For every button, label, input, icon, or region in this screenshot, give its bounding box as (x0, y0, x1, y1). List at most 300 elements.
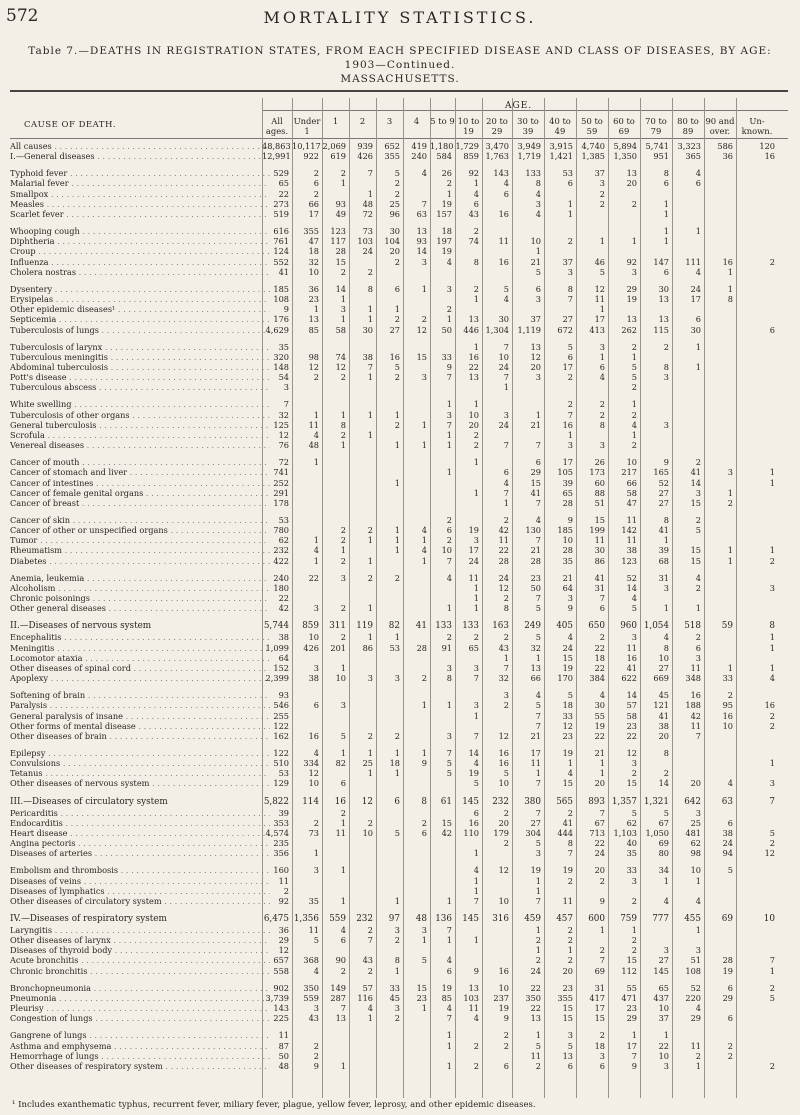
table-cell: 7 (473, 895, 479, 906)
row-gap (10, 858, 795, 865)
table-cell: 14 (690, 477, 701, 488)
table-cell: 2 (340, 266, 346, 277)
table-cell: 4 (473, 865, 479, 876)
table-cell: 23 (308, 294, 319, 305)
table-cell: 16 (764, 151, 775, 162)
table-cell: 13 (468, 372, 479, 383)
table-cell: 217 (621, 467, 637, 478)
table-cell: 3 (663, 582, 669, 593)
table-cell: 25 (389, 198, 400, 209)
table-cell: 16 (498, 965, 509, 976)
cause-label: Tuberculosis of other organs . . . (10, 410, 270, 420)
table-cell: 35 (626, 848, 637, 859)
table-cell: 1 (394, 477, 400, 488)
table-cell: 11 (278, 875, 289, 886)
cause-label: Chronic bronchitis . . . (10, 966, 270, 976)
table-cell: 672 (557, 324, 573, 335)
table-row (10, 151, 795, 161)
table-cell: 27 (658, 955, 669, 966)
table-cell: 13 (468, 314, 479, 325)
table-cell: 5 (695, 525, 701, 536)
table-cell: 1 (599, 351, 605, 362)
table-cell: 3,915 (549, 141, 573, 151)
table-cell: 38 (278, 632, 289, 643)
table-cell: 5 (394, 168, 400, 179)
table-cell: 1 (340, 865, 346, 876)
table-row (10, 314, 795, 324)
table-cell: 15 (690, 497, 701, 508)
table-cell: 4 (535, 690, 541, 701)
table-cell: 5 (631, 361, 637, 372)
table-cell: 6 (695, 314, 701, 325)
table-cell: 2 (313, 372, 319, 383)
table-cell: 1,180 (430, 141, 454, 151)
table-cell: 519 (273, 208, 289, 219)
table-cell: 8 (340, 419, 346, 430)
row-gap (10, 219, 795, 226)
table-cell: 92 (626, 256, 637, 267)
table-cell: 53 (278, 515, 289, 525)
table-cell: 11 (468, 1003, 479, 1014)
table-cell: 10 (498, 895, 509, 906)
table-cell: 939 (357, 141, 373, 151)
table-row (10, 731, 795, 741)
table-cell: 98 (690, 848, 701, 859)
table-cell: 4 (313, 965, 319, 976)
table-cell: 2 (394, 178, 400, 189)
table-cell: 1,321 (643, 796, 669, 807)
table-cell: 11 (530, 1050, 541, 1061)
table-cell: 3 (631, 632, 637, 643)
table-cell: 129 (273, 778, 289, 789)
row-gap (10, 683, 795, 690)
table-cell: 2 (631, 768, 637, 779)
table-cell: 2 (695, 582, 701, 593)
table-row (10, 808, 795, 818)
table-cell: 6 (599, 603, 605, 614)
table-cell: 122 (273, 720, 289, 731)
table-cell: 565 (556, 796, 573, 807)
table-cell: 10 (722, 720, 733, 731)
table-cell: 1 (503, 382, 509, 393)
table-cell: 16 (389, 351, 400, 362)
table-cell: 3 (340, 572, 346, 583)
cause-label: Influenza . . . (10, 257, 270, 267)
cause-heading: CAUSE OF DEATH. (24, 120, 117, 130)
cause-label: Scrofula . . . (10, 430, 270, 440)
table-cell: 3 (473, 662, 479, 673)
table-cell: 21 (594, 747, 605, 758)
table-cell: 15 (626, 778, 637, 789)
table-row (10, 768, 795, 778)
table-cell: 15 (441, 817, 452, 828)
table-cell: 1 (769, 642, 775, 653)
cause-label: Diphtheria . . . (10, 236, 270, 246)
table-cell: 124 (273, 246, 289, 257)
table-cell: 1,119 (517, 324, 541, 335)
table-cell: 457 (556, 914, 573, 924)
table-row (10, 886, 795, 896)
table-cell: 2 (367, 730, 373, 741)
table-cell: 3 (567, 1030, 573, 1041)
table-cell: 3 (446, 662, 452, 673)
table-cell: 1 (769, 477, 775, 488)
cause-label: Pneumonia . . . (10, 993, 270, 1003)
table-cell: 9 (599, 895, 605, 906)
table-cell: 1 (769, 758, 775, 769)
table-cell: 316 (492, 914, 509, 924)
table-cell: 116 (357, 992, 373, 1003)
cause-label: Laryngitis . . . (10, 925, 270, 935)
table-cell: 3 (769, 582, 775, 593)
table-row (10, 410, 795, 420)
table-cell: 145 (462, 796, 479, 807)
table-cell: 7 (446, 555, 452, 566)
table-cell: 2 (599, 409, 605, 420)
table-cell: 52 (690, 982, 701, 993)
table-cell: 48 (415, 914, 427, 924)
cause-label: Measles . . . (10, 199, 270, 209)
table-row (10, 498, 795, 508)
table-cell: 1 (631, 399, 637, 410)
table-cell: 23 (416, 992, 427, 1003)
table-cell: 3,470 (485, 141, 509, 151)
table-cell: 1 (535, 875, 541, 886)
table-cell: 42 (441, 827, 452, 838)
table-row (10, 663, 795, 673)
table-cell: 2 (631, 341, 637, 352)
table-cell: 72 (362, 208, 373, 219)
table-cell: 3 (663, 372, 669, 383)
table-cell: 350 (303, 982, 319, 993)
table-cell: 2 (727, 690, 733, 701)
table-cell: 291 (273, 487, 289, 498)
table-cell: 7 (535, 895, 541, 906)
table-cell: 2 (394, 188, 400, 199)
table-cell: 7 (446, 925, 452, 935)
cause-label: Diabetes . . . (10, 556, 270, 566)
cause-label: Encephalitis . . . (10, 632, 270, 642)
cause-label: Smallpox . . . (10, 189, 270, 199)
table-cell: 24 (362, 246, 373, 257)
table-cell: 252 (273, 477, 289, 488)
table-cell: 26 (441, 168, 452, 179)
table-cell: 304 (525, 827, 541, 838)
table-cell: 859 (302, 621, 319, 632)
table-row (10, 440, 795, 450)
table-cell: 9 (567, 515, 573, 525)
cause-label: Scarlet fever . . . (10, 209, 270, 219)
table-cell: 311 (329, 621, 346, 632)
table-cell: 98 (308, 351, 319, 362)
table-cell: 348 (685, 673, 701, 684)
table-cell: 9 (567, 603, 573, 614)
row-gap (10, 508, 795, 515)
table-cell: 16 (468, 817, 479, 828)
table-cell: 225 (273, 1013, 289, 1024)
cause-label: Cancer of other or unspecified organs . . . (10, 525, 270, 535)
table-cell: 1 (769, 545, 775, 556)
table-cell: 3 (503, 409, 509, 420)
table-cell: 12 (361, 796, 373, 807)
row-gap (10, 161, 795, 168)
table-cell: 5,741 (645, 141, 669, 151)
table-cell: 15 (690, 545, 701, 556)
table-cell: 130 (525, 525, 541, 536)
table-cell: 1 (367, 304, 373, 315)
table-cell: 1 (535, 768, 541, 779)
table-cell: 12 (764, 848, 775, 859)
table-cell: 3 (631, 266, 637, 277)
cause-label: Other diseases of brain . . . (10, 731, 270, 741)
table-cell: 1 (340, 178, 346, 189)
table-cell: 413 (589, 324, 605, 335)
table-cell: 2 (567, 236, 573, 247)
column-header: 80 to 89 (677, 116, 699, 136)
cause-label: Cholera nostras . . . (10, 267, 270, 277)
table-cell: 249 (524, 621, 541, 632)
table-cell: 43 (498, 642, 509, 653)
table-cell: 4 (313, 747, 319, 758)
table-cell: 6 (567, 178, 573, 189)
table-cell: 4,574 (265, 827, 289, 838)
table-cell: 1,421 (549, 151, 573, 162)
table-cell: 7 (503, 662, 509, 673)
table-cell: 7 (503, 341, 509, 352)
table-cell: 59 (721, 621, 733, 632)
table-cell: 1 (394, 304, 400, 315)
table-cell: 133 (462, 621, 479, 632)
table-cell: 125 (273, 419, 289, 430)
table-cell: 22 (278, 188, 289, 199)
table-cell: 22 (498, 545, 509, 556)
table-cell: 24 (530, 965, 541, 976)
table-cell: 111 (685, 256, 701, 267)
table-row (10, 246, 795, 256)
table-cell: 49 (335, 208, 346, 219)
table-cell: 1 (503, 497, 509, 508)
table-cell: 2 (599, 198, 605, 209)
table-cell: 201 (330, 642, 346, 653)
table-cell: 4 (695, 1003, 701, 1014)
table-cell: 10 (308, 266, 319, 277)
table-cell: 255 (273, 710, 289, 721)
table-row (10, 632, 795, 642)
table-cell: 65 (562, 487, 573, 498)
column-header: 5 to 9 (430, 116, 455, 126)
table-cell: 1 (727, 487, 733, 498)
table-cell: 1 (421, 283, 427, 294)
table-cell: 17 (468, 545, 479, 556)
table-row (10, 535, 795, 545)
table-cell: 1 (394, 965, 400, 976)
column-header: All ages. (265, 116, 289, 136)
table-cell: 1 (769, 467, 775, 478)
table-row (10, 284, 795, 294)
table-cell: 22 (278, 593, 289, 604)
table-cell: 8 (367, 283, 373, 294)
table-cell: 5 (567, 1040, 573, 1051)
table-cell: 10 (362, 827, 373, 838)
table-cell: 19 (441, 982, 452, 993)
table-cell: 47 (626, 497, 637, 508)
table-cell: 11 (278, 1030, 289, 1041)
table-cell: 1 (367, 747, 373, 758)
table-cell: 1 (727, 266, 733, 277)
table-body (10, 141, 795, 1071)
table-cell: 220 (685, 992, 701, 1003)
table-cell: 30 (362, 324, 373, 335)
table-cell: 115 (653, 324, 669, 335)
table-cell: 18 (389, 758, 400, 769)
table-cell: 62 (626, 817, 637, 828)
table-cell: 20 (594, 865, 605, 876)
table-cell: 8 (421, 796, 427, 807)
table-cell: 5 (769, 992, 775, 1003)
table-cell: 2 (535, 935, 541, 946)
table-subtitle: 1903—Continued. (344, 59, 456, 71)
table-cell: 3 (727, 467, 733, 478)
table-cell: 2 (503, 838, 509, 849)
table-cell: 2 (727, 1050, 733, 1061)
table-cell: 17 (562, 457, 573, 468)
table-cell: 16 (722, 256, 733, 267)
table-cell: 1 (313, 848, 319, 859)
table-cell: 15 (335, 256, 346, 267)
table-cell: 586 (717, 141, 733, 151)
table-cell: 33 (441, 351, 452, 362)
cause-label: Typhoid fever . . . (10, 168, 270, 178)
table-cell: 24 (562, 642, 573, 653)
table-cell: 21 (530, 545, 541, 556)
table-cell: 1 (446, 188, 452, 199)
table-cell: 11 (594, 294, 605, 305)
table-cell: 31 (594, 582, 605, 593)
table-cell: 4 (631, 593, 637, 604)
table-cell: 92 (278, 895, 289, 906)
table-cell: 1 (421, 700, 427, 711)
table-cell: 2 (313, 1050, 319, 1061)
table-cell: 29 (690, 1013, 701, 1024)
cause-label: White swelling . . . (10, 399, 270, 409)
table-cell: 1 (631, 236, 637, 247)
table-row (10, 545, 795, 555)
table-cell: 20 (498, 817, 509, 828)
table-cell: 17 (594, 314, 605, 325)
table-cell: 6,475 (263, 914, 289, 924)
table-cell: 20 (626, 178, 637, 189)
table-cell: 36 (722, 151, 733, 162)
table-row (10, 168, 795, 178)
table-cell: 2 (567, 955, 573, 966)
table-cell: 1 (446, 935, 452, 946)
cause-label: Croup . . . (10, 246, 270, 256)
table-cell: 4 (567, 632, 573, 643)
table-cell: 1,350 (613, 151, 637, 162)
table-cell: 3 (599, 178, 605, 189)
table-cell: 13 (335, 1013, 346, 1024)
table-cell: 1 (473, 935, 479, 946)
table-cell: 4 (727, 778, 733, 789)
table-cell: 180 (273, 582, 289, 593)
table-cell: 16 (468, 351, 479, 362)
table-cell: 32 (530, 642, 541, 653)
table-cell: 93 (278, 690, 289, 701)
row-gap (10, 450, 795, 457)
table-cell: 24 (498, 572, 509, 583)
table-cell: 3 (313, 603, 319, 614)
table-cell: 3 (535, 294, 541, 305)
table-cell: 6 (394, 283, 400, 294)
table-cell: 232 (273, 545, 289, 556)
table-cell: 12 (278, 945, 289, 956)
table-cell: 3 (599, 440, 605, 451)
table-cell: 15 (416, 982, 427, 993)
table-cell: 7 (599, 955, 605, 966)
table-cell: 85 (308, 324, 319, 335)
table-cell: 27 (389, 324, 400, 335)
table-cell: 1 (446, 895, 452, 906)
table-cell: 24 (722, 838, 733, 849)
table-cell: 2 (631, 935, 637, 946)
table-cell: 12 (530, 351, 541, 362)
table-cell: 1 (695, 925, 701, 935)
table-cell: 2 (446, 535, 452, 546)
table-cell: 1 (663, 198, 669, 209)
table-cell: 15 (626, 955, 637, 966)
table-cell: 2 (421, 817, 427, 828)
table-cell: 21 (530, 256, 541, 267)
table-cell: 2 (631, 945, 637, 956)
table-cell: 19 (562, 865, 573, 876)
table-cell: 657 (273, 955, 289, 966)
table-cell: 24 (498, 419, 509, 430)
table-cell: 2 (535, 955, 541, 966)
table-cell: 3 (473, 535, 479, 546)
table-row (10, 673, 795, 683)
table-row (10, 478, 795, 488)
table-cell: 1 (535, 409, 541, 420)
table-row (10, 236, 795, 246)
table-cell: 4 (599, 690, 605, 701)
cause-label: Diseases of arteries . . . (10, 848, 270, 858)
table-cell: 2 (394, 372, 400, 383)
table-cell: 43 (308, 1013, 319, 1024)
table-cell: 55 (594, 710, 605, 721)
table-row (10, 525, 795, 535)
table-cell: 16 (308, 730, 319, 741)
table-cell: 10 (658, 652, 669, 663)
table-cell: 3 (446, 283, 452, 294)
table-cell: 5 (421, 955, 427, 966)
table-cell: 3 (394, 673, 400, 684)
table-cell: 6 (394, 796, 400, 807)
table-cell: 16 (498, 758, 509, 769)
table-cell: 4 (421, 168, 427, 179)
table-cell: 559 (303, 992, 319, 1003)
section-label: IV.—Diseases of respiratory system (10, 914, 167, 924)
row-gap (10, 976, 795, 983)
table-cell: 60 (594, 477, 605, 488)
column-header: 4 (413, 116, 420, 126)
table-cell: 552 (273, 256, 289, 267)
table-cell: 7 (446, 419, 452, 430)
table-row (10, 178, 795, 188)
table-cell: 2 (446, 632, 452, 643)
table-cell: 6 (421, 827, 427, 838)
table-cell: 2 (599, 875, 605, 886)
table-cell: 28 (562, 545, 573, 556)
